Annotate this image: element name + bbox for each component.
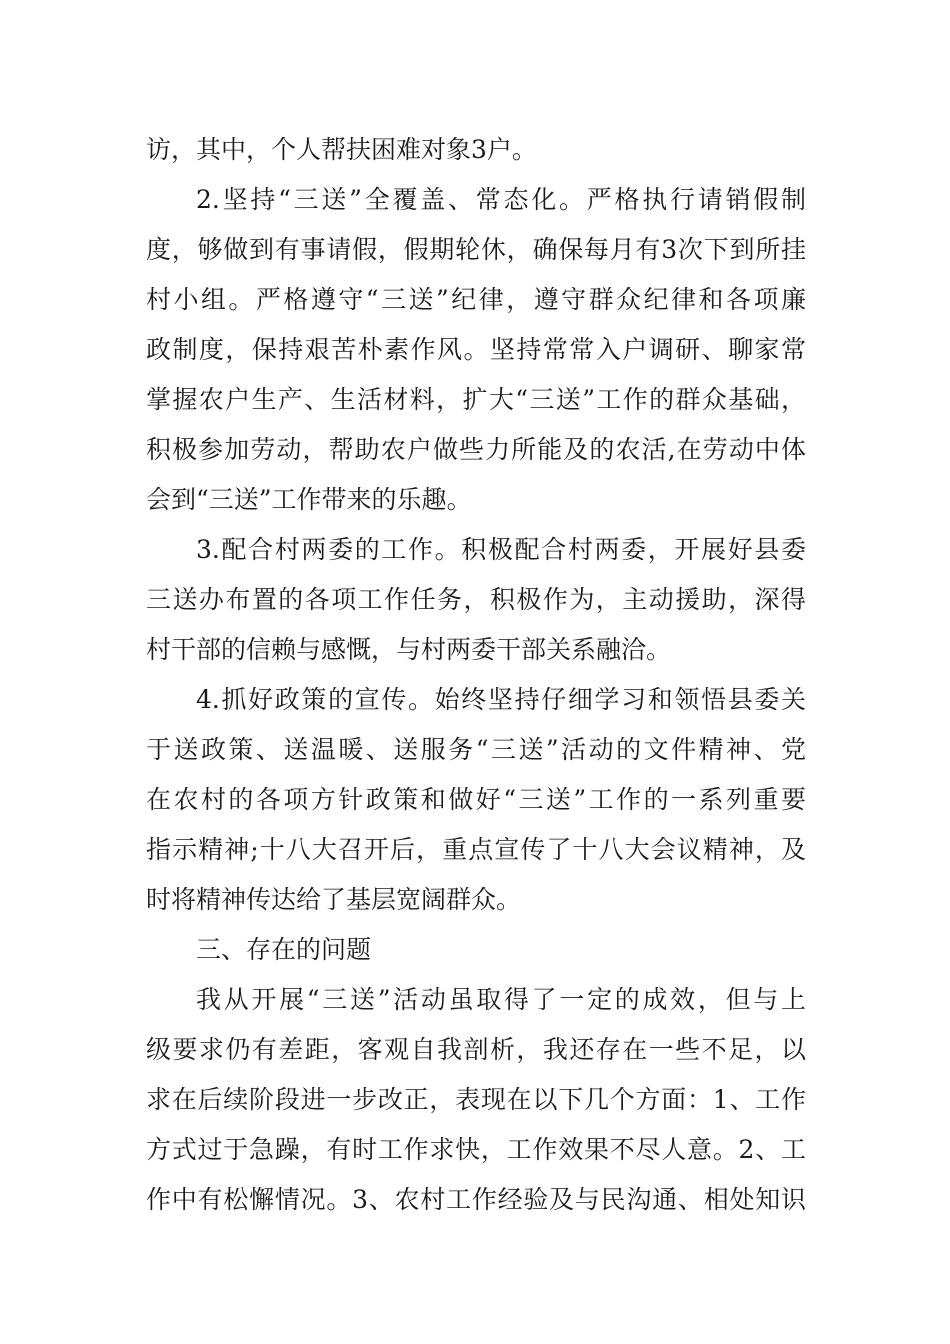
text-line: 2.坚持“三送”全覆盖、常态化。严格执行请销假制 [196,185,806,214]
text-line: 三送办布置的各项工作任务，积极作为，主动援助，深得 [146,585,806,614]
text-line: 指示精神;十八大召开后，重点宣传了十八大会议精神，及 [146,835,806,864]
text-line: 级要求仍有差距，客观自我剖析，我还存在一些不足，以 [146,1035,806,1064]
text-line: 积极参加劳动，帮助农户做些力所能及的农活,在劳动中体 [146,435,806,464]
text-line: 时将精神传达给了基层宽阔群众。 [146,885,522,914]
text-line: 村干部的信赖与感慨，与村两委干部关系融洽。 [146,635,672,664]
text-line: 会到“三送”工作带来的乐趣。 [146,485,472,514]
text-line: 4.抓好政策的宣传。始终坚持仔细学习和领悟县委关 [196,685,806,714]
text-line: 作中有松懈情况。3、农村工作经验及与民沟通、相处知识 [146,1185,806,1214]
text-line: 村小组。严格遵守“三送”纪律，遵守群众纪律和各项廉 [146,285,806,314]
text-line: 政制度，保持艰苦朴素作风。坚持常常入户调研、聊家常 [146,335,806,364]
text-line: 我从开展“三送”活动虽取得了一定的成效，但与上 [196,985,806,1014]
text-line: 方式过于急躁，有时工作求快，工作效果不尽人意。2、工 [146,1135,806,1164]
section-heading: 三、存在的问题 [196,935,372,964]
text-line: 度，够做到有事请假，假期轮休，确保每月有3次下到所挂 [146,235,806,264]
text-line: 访，其中，个人帮扶困难对象3户。 [146,135,537,164]
text-line: 在农村的各项方针政策和做好“三送”工作的一系列重要 [146,785,806,814]
text-line: 于送政策、送温暖、送服务“三送”活动的文件精神、党 [146,735,806,764]
text-line: 求在后续阶段进一步改正，表现在以下几个方面：1、工作 [146,1085,806,1114]
text-line: 3.配合村两委的工作。积极配合村两委，开展好县委 [196,535,806,564]
text-line: 掌握农户生产、生活材料，扩大“三送”工作的群众基础， [146,385,806,414]
